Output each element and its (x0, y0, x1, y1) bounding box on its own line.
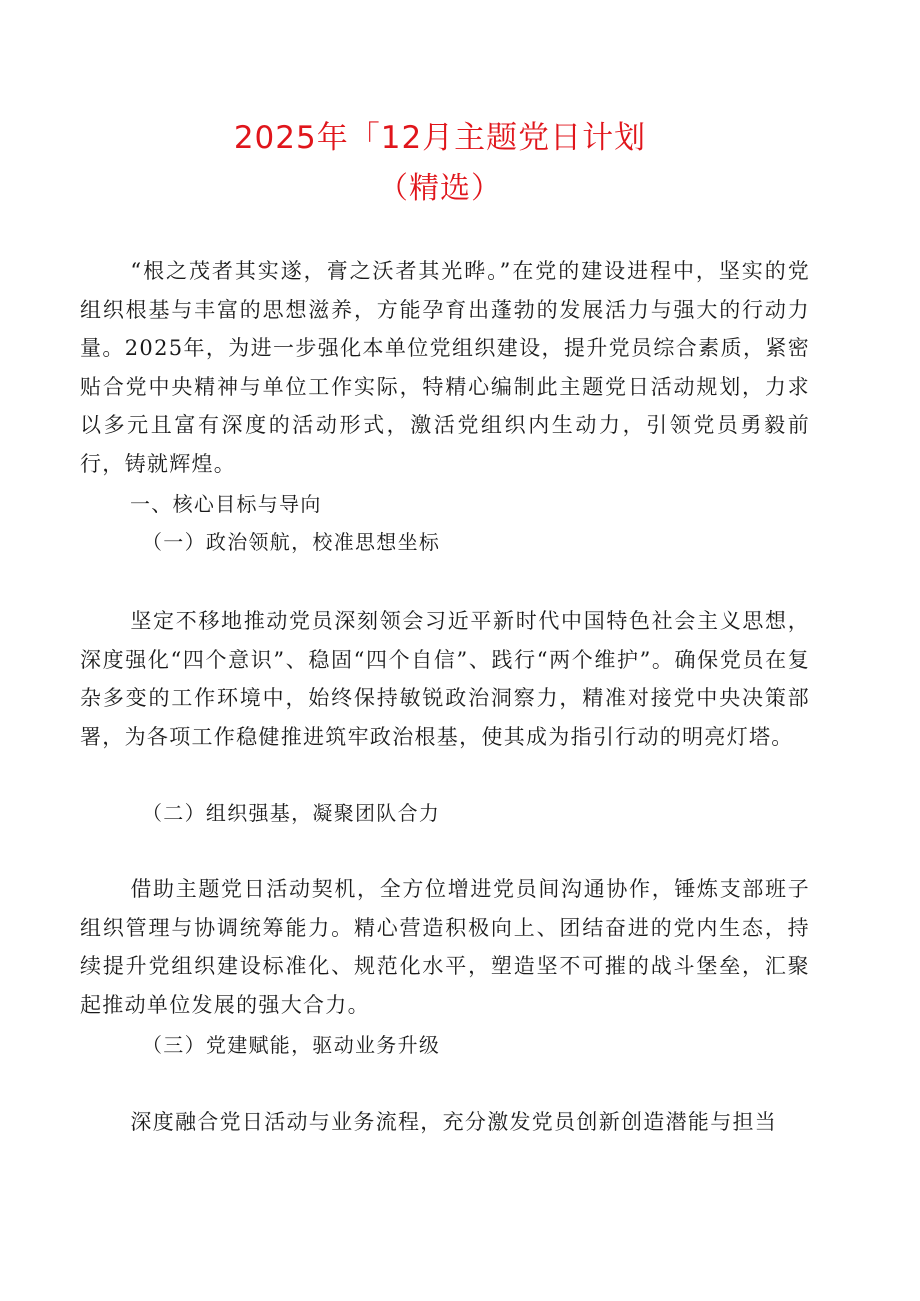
subsection-heading-1: （一）政治领航，校准思想坐标 (142, 530, 441, 554)
section-heading-1: 一、核心目标与导向 (130, 492, 322, 516)
document-subtitle: （精选） (378, 171, 502, 206)
subsection-heading-2: （二）组织强基，凝聚团队合力 (142, 801, 441, 825)
document-title: 2025年「12月主题党日计划 (233, 120, 647, 156)
intro-paragraph: “根之茂者其实遂，膏之沃者其光晔。”在党的建设进程中，坚实的党组织根基与丰富的思想滋养，方能孕育出蓬勃的发展活力与强大的行动力量。2025年，为进一步强化本单位党组织建设，提升党员综合素质，紧密贴合党中央精神与单位工作实际，特精心编制此主题党日活动规划，力求以多元且富有深度的活动形式，激活党组织内生动力，引领党员勇毅前行，铸就辉煌。 (80, 259, 810, 476)
subsection-body-3: 深度融合党日活动与业务流程，充分激发党员创新创造潜能与担当 (130, 1110, 778, 1134)
subsection-heading-3: （三）党建赋能，驱动业务升级 (142, 1033, 441, 1057)
subsection-body-2: 借助主题党日活动契机，全方位增进党员间沟通协作，锤炼支部班子组织管理与协调统筹能力。精心营造积极向上、团结奋进的党内生态，持续提升党组织建设标准化、规范化水平，塑造坚不可摧的战斗堡垒，汇聚起推动单位发展的强大合力。 (80, 877, 810, 1017)
subsection-body-1: 坚定不移地推动党员深刻领会习近平新时代中国特色社会主义思想，深度强化“四个意识”、稳固“四个自信”、践行“两个维护”。确保党员在复杂多变的工作环境中，始终保持敏锐政治洞察力，精准对接党中央决策部署，为各项工作稳健推进筑牢政治根基，使其成为指引行动的明亮灯塔。 (80, 609, 810, 749)
